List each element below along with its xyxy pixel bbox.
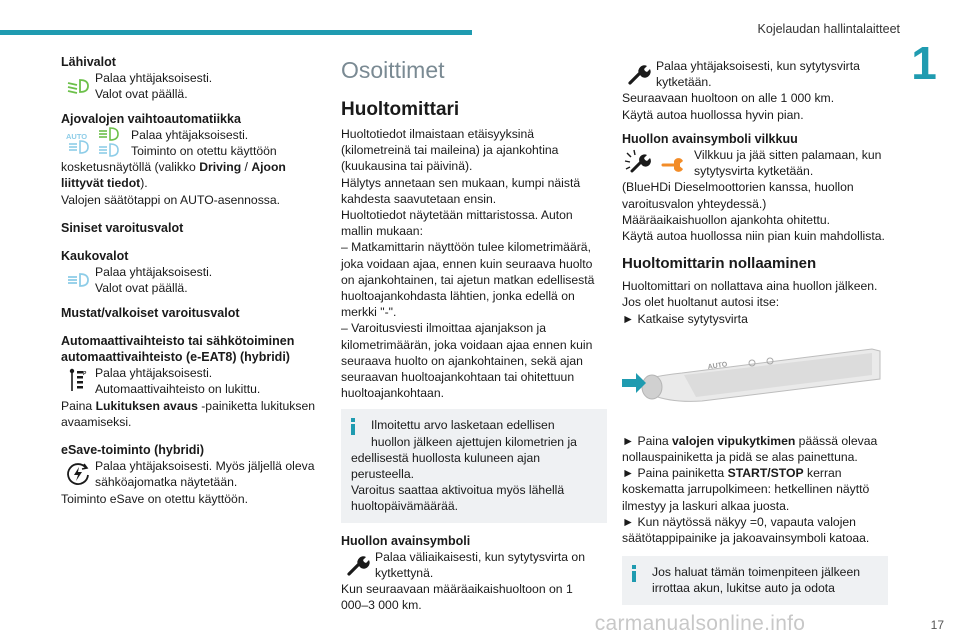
- step-1-line-1: [622, 433, 888, 449]
- ajovalo-pair: [95, 127, 121, 159]
- page-number: 17: [930, 618, 944, 632]
- vilkkuu-line-3: (BlueHDi Dieselmoottorien kanssa, huollon: [622, 180, 854, 195]
- body-line: kilometrimäärän, joka voidaan ajaa ennen kuin: [341, 337, 593, 352]
- ajovalo-line-3: [61, 159, 323, 175]
- esave-row: [61, 458, 323, 490]
- ajovalo-l4b: ).: [140, 176, 148, 191]
- automaatti-l3b: Lukituksen avaus: [95, 398, 198, 413]
- column-2: [341, 56, 607, 614]
- info-icon: [351, 418, 355, 436]
- body-line: – Varoitusviesti ilmoittaa ajanjakson ja: [341, 321, 547, 336]
- ajovalo-row: [61, 127, 323, 159]
- lighting-stalk-illustration: [622, 339, 888, 419]
- top-accent-bar: [0, 30, 472, 35]
- vilkkuu-line-5: Määräaikaishuollon ajankohta ohitettu.: [622, 212, 831, 227]
- body-line: merkki "-".: [341, 305, 397, 320]
- heading-osoittimet: Osoittimet: [341, 57, 445, 83]
- body-line: Hälytys annetaan sen mukaan, kumpi näistä: [341, 175, 581, 190]
- watermark: carmanualsonline.info: [594, 612, 806, 635]
- avain2-line-3: Seuraavaan huoltoon on alle 1 000 km.: [622, 91, 835, 106]
- column-1: [61, 54, 323, 507]
- lahivalot-row: [61, 70, 323, 102]
- esave-line-3: Toiminto eSave on otettu käyttöön.: [61, 491, 248, 506]
- info-box: [341, 409, 607, 522]
- ajovalo-line-4: [61, 175, 323, 191]
- step-1-line-2: nollauspainiketta ja pidä se alas painettuna.: [622, 450, 858, 465]
- nollaus-line-2: Jos olet huoltanut autosi itse:: [622, 295, 780, 310]
- heading-kaukovalot: Kaukovalot: [61, 249, 129, 264]
- body-line: seuraavan huoltoajankohtaan tai ohitettuun: [341, 370, 575, 385]
- auto-beam-icon: [61, 127, 95, 159]
- heading-mustat: Mustat/valkoiset varoitusvalot: [61, 305, 240, 320]
- body-line: kahdesta saavutetaan ensin.: [341, 191, 497, 206]
- info-line: perusteella.: [351, 467, 415, 482]
- nollaus-line-3: ► Katkaise sytytysvirta: [622, 311, 748, 326]
- ajovalo-l3c: /: [241, 160, 252, 175]
- body-line: huoltoajankohtaan.: [341, 386, 445, 401]
- avain2-line-4: Käytä autoa huollossa hyvin pian.: [622, 107, 804, 122]
- automaatti-line-4: avaamiseksi.: [61, 414, 132, 429]
- orange-wrench-icon: [656, 147, 690, 179]
- step-1a: ► Paina: [622, 433, 673, 448]
- info-line: huoltopäivämäärää.: [351, 499, 459, 514]
- automaatti-line-3: [61, 398, 323, 414]
- heading-avainsymboli: Huollon avainsymboli: [341, 533, 471, 548]
- kaukovalot-row: [61, 264, 323, 296]
- vilkkuu-line-4: varoitusvalon yhteydessä.): [622, 196, 767, 211]
- high-beam-blue-icon: [95, 143, 121, 159]
- kaukovalot-line-1: Palaa yhtäjaksoisesti.: [95, 265, 213, 280]
- wrench-icon: [622, 58, 656, 90]
- heading-vilkkuu: Huollon avainsymboli vilkkuu: [622, 131, 798, 146]
- body-line: on ajankohtainen, tai ajetun matkan edellisestä: [341, 272, 595, 287]
- high-beam-green-icon: [95, 127, 121, 143]
- lahivalot-line-1: Palaa yhtäjaksoisesti.: [95, 71, 213, 86]
- ajovalo-l3b: Driving: [199, 160, 242, 175]
- avain2-line-2: kytketään.: [656, 75, 712, 90]
- step-3-line-2: säätötappipainike ja jakoavainsymboli katoaa.: [622, 531, 870, 546]
- step-2a: ► Paina painiketta: [622, 466, 728, 481]
- esave-line-2: sähköajomatka näytetään.: [95, 475, 238, 490]
- low-beam-icon: [61, 70, 95, 102]
- ajovalo-line-1: Palaa yhtäjaksoisesti.: [131, 127, 249, 142]
- vilkkuu-line-6: Käytä autoa huollossa niin pian kuin mahdollista.: [622, 229, 885, 244]
- section-title: Kojelaudan hallintalaitteet: [757, 22, 900, 36]
- body-line: (kuukausina tai päivinä).: [341, 159, 473, 174]
- heading-esave: eSave-toiminto (hybridi): [61, 443, 205, 458]
- step-1b: valojen vipukytkimen: [672, 433, 796, 448]
- esave-icon: [61, 458, 95, 490]
- heading-huoltomittari: Huoltomittari: [341, 99, 460, 120]
- vilkkuu-row: [622, 147, 888, 179]
- body-line: Huoltotiedot näytetään mittaristossa. Auton: [341, 208, 573, 223]
- info-line: Varoitus saattaa aktivoitua myös lähellä: [351, 483, 565, 498]
- lahivalot-line-2: Valot ovat päällä.: [95, 87, 188, 102]
- ajovalo-l3d: Ajoon: [251, 160, 286, 175]
- kaukovalot-line-2: Valot ovat päällä.: [95, 281, 188, 296]
- avain-line-4: 000–3 000 km.: [341, 598, 422, 613]
- step-2-line-1: [622, 465, 888, 481]
- flashing-wrench-icon: [622, 147, 656, 179]
- automaatti-line-1: Palaa yhtäjaksoisesti.: [95, 366, 213, 381]
- info-line: huollon jälkeen ajettujen kilometrien ja: [371, 434, 577, 449]
- avain-row: [341, 549, 607, 581]
- avain-line-1: Palaa väliaikaisesti, kun sytytysvirta on: [375, 549, 585, 564]
- body-line: huoltoajankohdasta lähtien, jonka edellä on: [341, 289, 575, 304]
- heading-automaatti-1: Automaattivaihteisto tai sähkötoiminen: [61, 333, 295, 348]
- body-line: (kilometreinä tai maileina) ja ajankohtina: [341, 143, 559, 158]
- ajovalo-line-2: Toiminto on otettu käyttöön: [131, 144, 277, 159]
- wrench-icon: [341, 549, 375, 581]
- vilkkuu-line-1: Vilkkuu ja jää sitten palamaan, kun: [694, 148, 882, 163]
- avain-line-2: kytkettynä.: [375, 566, 434, 581]
- lever-auto-label: AUTO: [707, 361, 728, 371]
- heading-siniset: Siniset varoitusvalot: [61, 220, 184, 235]
- info-line: Jos haluat tämän toimenpiteen jälkeen: [652, 565, 860, 580]
- body-line: – Matkamittarin näyttöön tulee kilometrimäärä,: [341, 240, 591, 255]
- heading-automaatti-2: automaattivaihteisto (e-EAT8) (hybridi): [61, 350, 290, 365]
- automaatti-l3c: -painiketta lukituksen: [197, 398, 316, 413]
- info-line: Ilmoitettu arvo lasketaan edellisen: [371, 418, 555, 433]
- step-2c: kerran: [803, 466, 842, 481]
- avain-line-3: Kun seuraavaan määräaikaishuoltoon on 1: [341, 582, 573, 597]
- heading-lahivalot: Lähivalot: [61, 55, 116, 69]
- step-2-line-3: ilmestyy ja laskuri alkaa juosta.: [622, 498, 790, 513]
- body-line: mallin mukaan:: [341, 224, 423, 239]
- high-beam-icon: [61, 264, 95, 296]
- gear-lock-icon: [61, 365, 95, 397]
- ajovalo-l3a: kosketusnäytöllä (valikko: [61, 160, 200, 175]
- step-3-line-1: ► Kun näytössä näkyy =0, vapauta valojen: [622, 514, 856, 529]
- ajovalo-line-5: Valojen säätötappi on AUTO-asennossa.: [61, 192, 281, 207]
- heading-ajovalo: Ajovalojen vaihtoautomatiikka: [61, 111, 241, 126]
- info-line: edellisestä huollosta kuluneen ajan: [351, 450, 541, 465]
- info-icon: [632, 565, 636, 583]
- info-box-2: [622, 556, 888, 604]
- step-1c: päässä olevaa: [795, 433, 878, 448]
- automaatti-row: [61, 365, 323, 397]
- ajovalo-icons: [61, 127, 131, 159]
- svg-text:AUTO: AUTO: [66, 131, 88, 141]
- body-line: Huoltotiedot ilmaistaan etäisyyksinä: [341, 127, 535, 141]
- vilkkuu-line-2: sytytysvirta kytketään.: [694, 164, 814, 179]
- info-line: irrottaa akun, lukitse auto ja odota: [652, 581, 835, 596]
- step-2-line-2: koskematta jarrupolkimeen: hetkellinen näyttö: [622, 482, 870, 497]
- ajovalo-l4a: liittyvät tiedot: [61, 176, 141, 191]
- step-2b: START/STOP: [727, 466, 804, 481]
- column-3: [622, 58, 888, 615]
- body-line: seuraava huolto on ajankohtainen, sekä ajan: [341, 353, 583, 368]
- esave-line-1: Palaa yhtäjaksoisesti. Myös jäljellä oleva: [95, 459, 315, 474]
- body-line: joka voidaan ajaa, ennen kuin seuraava huolto: [341, 256, 593, 271]
- avain2-row: [622, 58, 888, 90]
- heading-nollaus: Huoltomittarin nollaaminen: [622, 255, 817, 273]
- automaatti-l3a: Paina: [61, 398, 96, 413]
- nollaus-line-1: Huoltomittari on nollattava aina huollon jälkeen.: [622, 279, 878, 294]
- svg-text:P: P: [83, 371, 87, 378]
- automaatti-line-2: Automaattivaihteisto on lukittu.: [95, 382, 261, 397]
- chapter-number: 1: [911, 37, 937, 89]
- avain2-line-1: Palaa yhtäjaksoisesti, kun sytytysvirta: [656, 59, 860, 73]
- vilkkuu-icons: [622, 147, 694, 179]
